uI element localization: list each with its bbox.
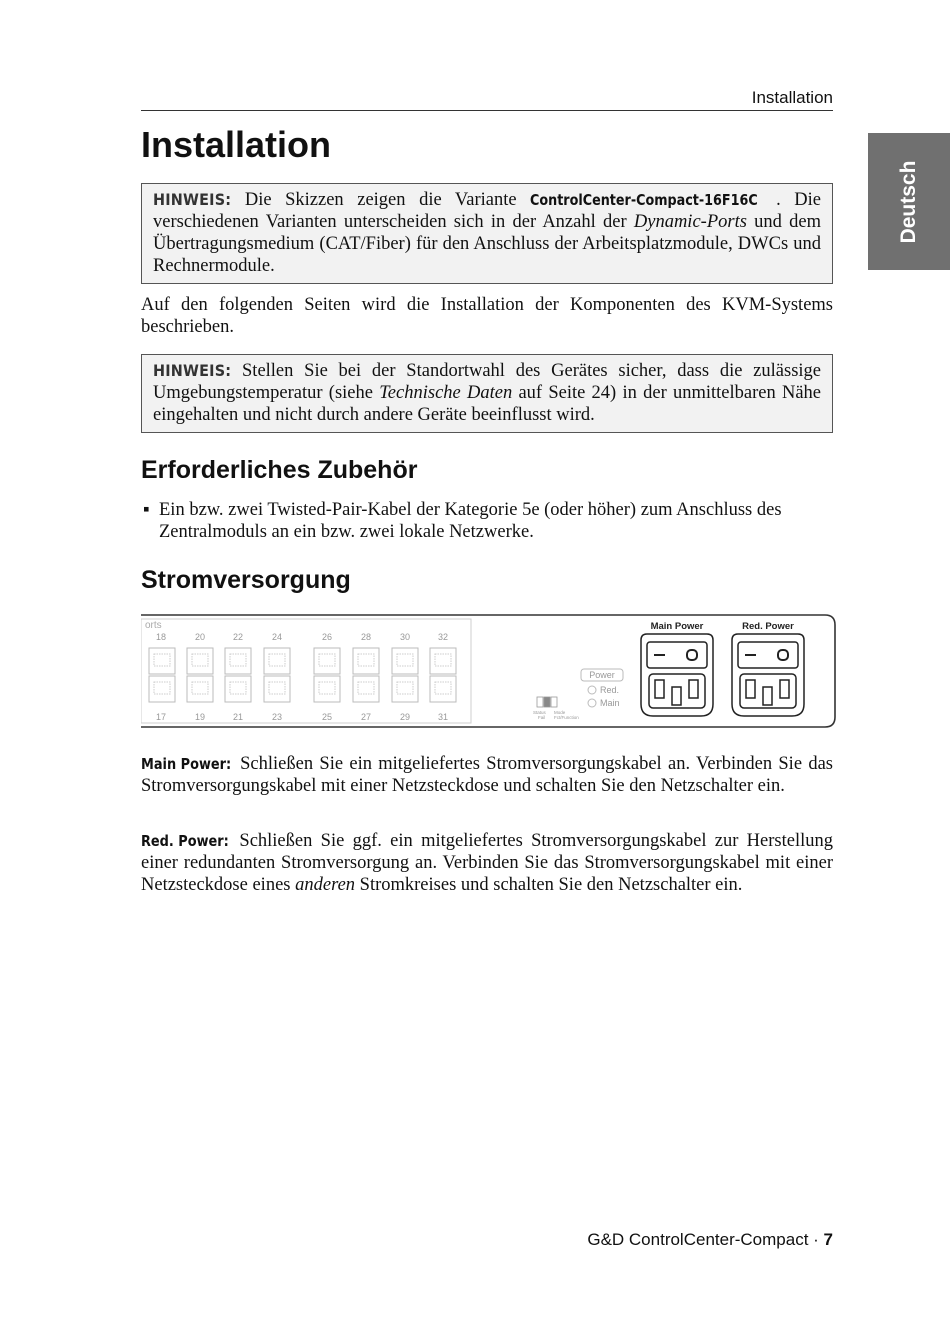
note-text: auf Seite 24) in der unmittelbaren Nähe eingehalten und nicht durch andere Geräte beeinflusst wird. <box>153 383 821 425</box>
port-number: 22 <box>232 632 244 642</box>
red-power-paragraph <box>141 830 833 896</box>
status-label: Status <box>533 710 546 715</box>
rj45-port-icon <box>187 648 213 674</box>
port-number: 19 <box>194 712 206 722</box>
page-footer <box>587 1230 833 1250</box>
function-label: Fct/Function <box>554 715 579 720</box>
rj45-port-icon <box>149 648 175 674</box>
intro-paragraph: Auf den folgenden Seiten wird die Installation der Komponenten des KVM-Systems beschrieben. <box>141 295 833 337</box>
list-item <box>141 499 833 543</box>
language-tab-label: Deutsch <box>897 160 920 243</box>
main-power-label: Main Power <box>650 621 704 632</box>
page-number: 7 <box>823 1230 833 1249</box>
footer-title: G&D ControlCenter-Compact · <box>587 1230 824 1249</box>
port-number: 26 <box>321 632 333 642</box>
port-number: 24 <box>271 632 283 642</box>
term-main-power: Main Power: <box>141 755 232 773</box>
rj45-port-icon <box>149 676 175 702</box>
power-label: Power <box>589 670 615 680</box>
language-tab <box>868 133 950 270</box>
rj45-port-icon <box>392 676 418 702</box>
port-number: 17 <box>155 712 167 722</box>
note-italic-term: Dynamic-Ports <box>633 212 747 232</box>
rj45-port-icon <box>353 676 379 702</box>
rj45-port-icon <box>314 676 340 702</box>
red-power-label: Red. Power <box>742 621 794 632</box>
port-number: 18 <box>155 632 167 642</box>
port-number: 20 <box>194 632 206 642</box>
product-name: ControlCenter-Compact-16F16C <box>530 191 758 209</box>
fail-label: Fail <box>538 715 546 720</box>
term-red-power: Red. Power: <box>141 832 229 850</box>
port-number: 28 <box>360 632 372 642</box>
mode-label: Mode <box>554 710 566 715</box>
note-text: Stellen Sie bei der Standortwahl des Gerätes sicher, dass die zulässige Umgebungstemperatur (siehe <box>153 361 821 403</box>
led-main-label: Main <box>600 698 620 708</box>
ports-label: orts <box>145 620 162 631</box>
port-number: 23 <box>271 712 283 722</box>
port-number: 27 <box>360 712 372 722</box>
led-red-icon <box>588 686 596 694</box>
port-number: 25 <box>321 712 333 722</box>
running-header: Installation <box>751 88 833 107</box>
port-number: 31 <box>437 712 449 722</box>
rj45-port-icon <box>430 676 456 702</box>
note-box-variants <box>141 183 833 284</box>
rj45-port-icon <box>187 676 213 702</box>
rj45-port-icon <box>264 648 290 674</box>
note-text: . Die verschiedenen Varianten unterscheiden sich in der Anzahl der <box>153 190 822 232</box>
main-power-text: Schließen Sie ein mitgeliefertes Stromversorgungskabel an. Verbinden Sie das Stromversorgungskabel mit einer Netzsteckdose und schalten Sie den Netzschalter ein. <box>141 754 833 796</box>
note-text: Die Skizzen zeigen die Variante <box>244 190 517 210</box>
red-power-text: Schließen Sie ggf. ein mitgeliefertes Stromversorgungskabel zur Herstellung einer redundanten Stromversorgung an. Verbinden Sie das Stromversorgungskabel mit einer Netzsteckdose eines <box>141 831 833 895</box>
rj45-port-icon <box>430 648 456 674</box>
page-title: Installation <box>141 124 332 165</box>
port-number: 29 <box>399 712 411 722</box>
note-text: und dem Übertragungsmedium (CAT/Fiber) für den Anschluss der Arbeitsplatzmodule, DWCs und Rechnermodule. <box>153 212 822 276</box>
red-power-italic: anderen <box>295 875 356 895</box>
note-label: HINWEIS: <box>153 190 232 209</box>
rj45-port-icon <box>392 648 418 674</box>
port-number: 30 <box>399 632 411 642</box>
heading-power: Stromversorgung <box>141 566 351 594</box>
main-power-socket-icon <box>649 674 705 708</box>
rear-panel-diagram <box>141 612 837 730</box>
note-label: HINWEIS: <box>153 361 232 380</box>
rj45-port-icon <box>264 676 290 702</box>
bullet-icon: ▪ <box>143 500 150 520</box>
main-power-paragraph <box>141 753 833 797</box>
header-rule <box>141 110 833 111</box>
rj45-port-icon <box>225 676 251 702</box>
led-red-label: Red. <box>600 685 620 695</box>
red-power-socket-icon <box>740 674 796 708</box>
red-power-text: Stromkreises und schalten Sie den Netzschalter ein. <box>359 875 743 895</box>
note-box-temperature <box>141 354 833 433</box>
crossref-link: Technische Daten <box>379 383 513 403</box>
led-main-icon <box>588 699 596 707</box>
rj45-port-icon <box>353 648 379 674</box>
rj45-port-icon <box>314 648 340 674</box>
port-number: 32 <box>437 632 449 642</box>
port-number: 21 <box>232 712 244 722</box>
list-item-text: Ein bzw. zwei Twisted-Pair-Kabel der Kategorie 5e (oder höher) zum Anschluss des Zentralmoduls an ein bzw. zwei lokale Netzwerke. <box>159 500 782 542</box>
heading-accessories: Erforderliches Zubehör <box>141 456 418 484</box>
rj45-port-icon <box>225 648 251 674</box>
